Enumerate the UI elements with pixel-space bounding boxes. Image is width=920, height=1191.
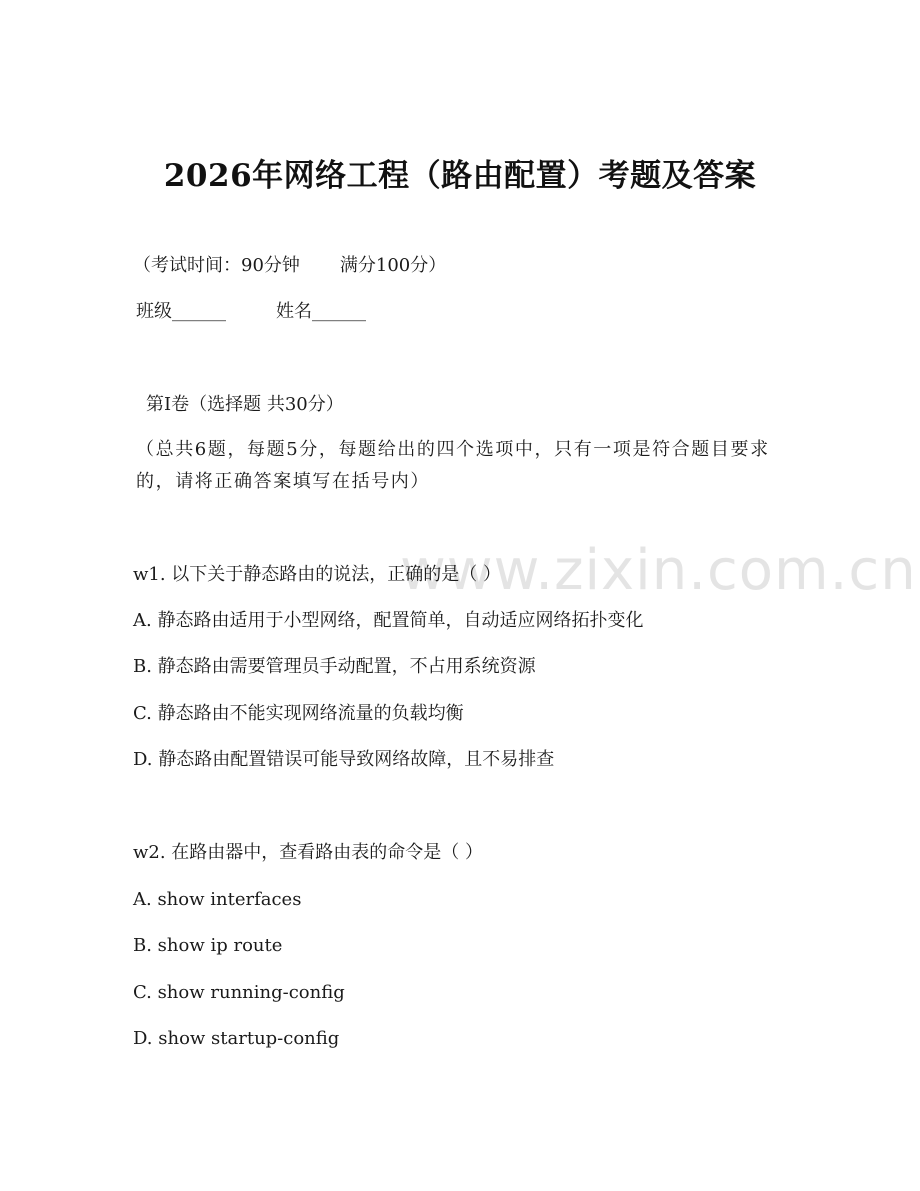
question-2-stem: w2. 在路由器中，查看路由表的命令是（ ）	[133, 842, 484, 863]
student-info	[136, 300, 366, 324]
question-1-option-a: A. 静态路由适用于小型网络，配置简单，自动适应网络拓扑变化	[133, 610, 644, 631]
exam-info	[133, 254, 446, 278]
exam-time: （考试时间：90分钟	[133, 255, 300, 276]
section-title: 第Ⅰ卷（选择题 共30分）	[146, 394, 344, 415]
question-2-option-a: A. show interfaces	[133, 889, 302, 910]
document-title: 2026年网络工程（路由配置）考题及答案	[163, 158, 757, 194]
question-1-stem: w1. 以下关于静态路由的说法，正确的是（ ）	[133, 564, 502, 585]
class-field: 班级______	[136, 301, 226, 322]
question-2-option-d: D. show startup-config	[133, 1028, 340, 1049]
question-1-option-b: B. 静态路由需要管理员手动配置，不占用系统资源	[133, 656, 536, 677]
question-2-option-c: C. show running-config	[133, 982, 345, 1003]
question-1-option-d: D. 静态路由配置错误可能导致网络故障，且不易排查	[133, 749, 555, 770]
watermark: www.zixin.com.cn	[400, 538, 917, 603]
name-field: 姓名______	[276, 301, 366, 322]
question-2-option-b: B. show ip route	[133, 935, 283, 956]
question-1-option-c: C. 静态路由不能实现网络流量的负载均衡	[133, 703, 464, 724]
exam-score: 满分100分）	[339, 255, 447, 276]
section-instructions: （总共6题，每题5分，每题给出的四个选项中，只有一项是符合题目要求的，请将正确答案填写在括号内）	[136, 439, 770, 492]
